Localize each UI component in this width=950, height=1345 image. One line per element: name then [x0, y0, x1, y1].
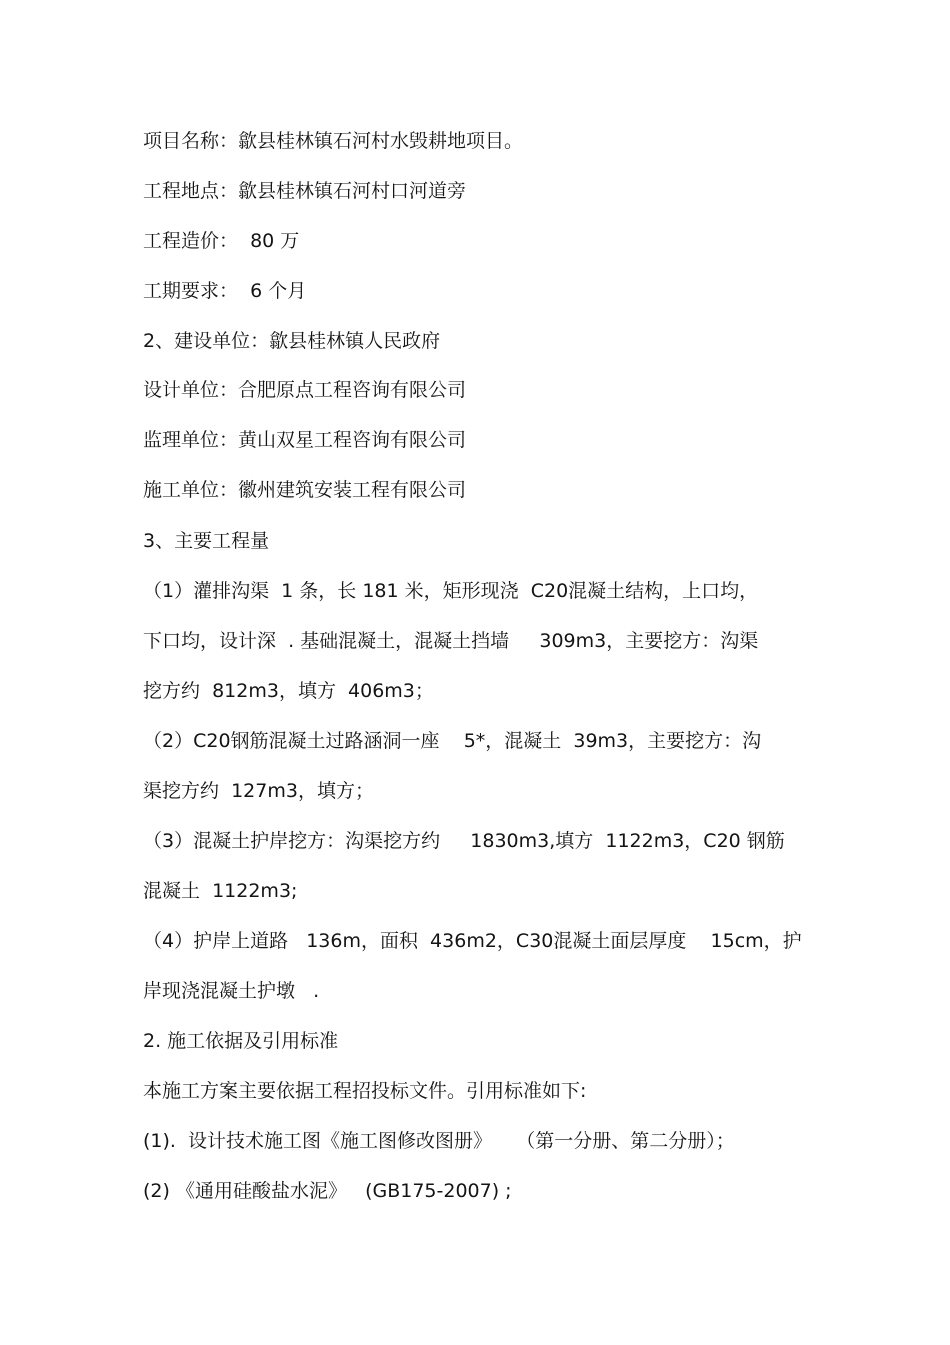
project-location-line: 工程地点：歙县桂林镇石河村口河道旁: [143, 180, 467, 202]
paragraph-line: 混凝土 1122m3;: [143, 880, 298, 902]
standard-item: (1). 设计技术施工图《施工图修改图册》 （第一分册、第二分册）；: [143, 1130, 735, 1152]
section-heading-standards: 2. 施工依据及引用标准: [143, 1030, 339, 1052]
paragraph-line: 本施工方案主要依据工程招投标文件。引用标准如下:: [143, 1080, 587, 1102]
supervision-unit-line: 监理单位：黄山双星工程咨询有限公司: [143, 429, 467, 451]
standard-item: (2) 《通用硅酸盐水泥》 (GB175-2007) ;: [143, 1180, 512, 1202]
paragraph-line: （1）灌排沟渠 1 条，长 181 米，矩形现浇 C20混凝土结构，上口均，: [143, 580, 759, 602]
contractor-unit-line: 施工单位：徽州建筑安装工程有限公司: [143, 479, 467, 501]
design-unit-line: 设计单位：合肥原点工程咨询有限公司: [143, 379, 467, 401]
paragraph-line: 渠挖方约 127m3，填方；: [143, 780, 374, 802]
project-duration-line: 工期要求： 6 个月: [143, 280, 307, 302]
paragraph-line: （3）混凝土护岸挖方：沟渠挖方约 1830m3,填方 1122m3，C20 钢筋: [143, 830, 785, 852]
section-heading-quantities: 3、主要工程量: [143, 530, 270, 552]
paragraph-line: 岸现浇混凝土护墩 .: [143, 980, 320, 1002]
project-cost-line: 工程造价： 80 万: [143, 230, 300, 252]
paragraph-line: （4）护岸上道路 136m，面积 436m2，C30混凝土面层厚度 15cm，护: [143, 930, 802, 952]
project-name-line: 项目名称：歙县桂林镇石河村水毁耕地项目。: [143, 130, 524, 152]
construction-owner-line: 2、建设单位：歙县桂林镇人民政府: [143, 330, 441, 352]
paragraph-line: （2）C20钢筋混凝土过路涵洞一座 5*，混凝土 39m3，主要挖方：沟: [143, 730, 762, 752]
paragraph-line: 挖方约 812m3，填方 406m3；: [143, 680, 434, 702]
paragraph-line: 下口均，设计深 . 基础混凝土，混凝土挡墙 309m3，主要挖方：沟渠: [143, 630, 759, 652]
